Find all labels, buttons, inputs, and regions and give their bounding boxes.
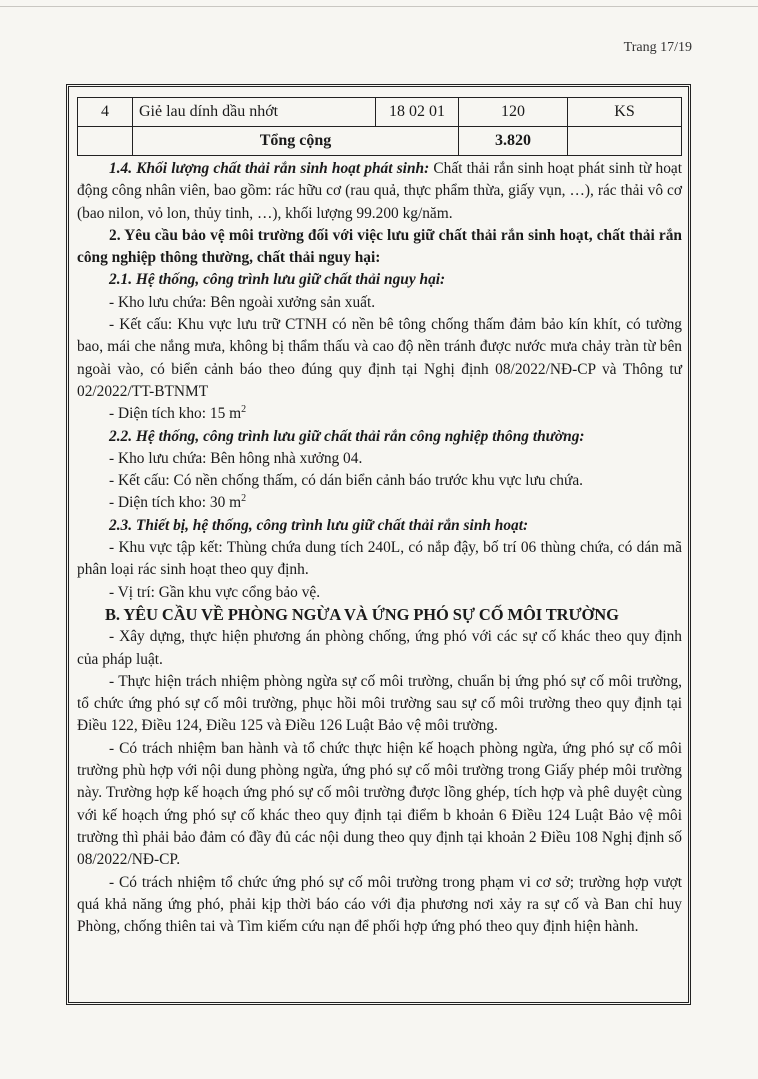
total-label: Tổng cộng — [133, 127, 459, 156]
table-total-row — [78, 127, 682, 156]
top-rule — [0, 6, 758, 7]
paragraph — [77, 158, 682, 225]
paragraph: - Có trách nhiệm ban hành và tổ chức thực hiện kế hoạch phòng ngừa, ứng phó sự cố môi trường phù hợp với nội dung phòng ngừa, ứng phó sự cố môi trường trong Giấy phép môi trường này. Trường hợp kế hoạch ứng phó sự cố môi trường được lồng ghép, tích hợp và phê duyệt cùng với kế hoạch ứng phó sự cố khác theo quy định tại điểm b khoản 6 Điều 124 Luật Bảo vệ môi trường thì phải bảo đảm có đầy đủ các nội dung theo quy định tại khoản 2 Điều 108 Nghị định số 08/2022/NĐ-CP. — [77, 739, 682, 869]
table-cell-code: 18 02 01 — [376, 98, 459, 127]
page-number: Trang 17/19 — [623, 40, 692, 55]
paragraph: - Kết cấu: Có nền chống thấm, có dán biển cảnh báo trước khu vực lưu chứa. — [109, 472, 584, 490]
paragraph: - Có trách nhiệm tổ chức ứng phó sự cố môi trường trong phạm vi cơ sở; trường hợp vượt quá khả năng ứng phó, phải kịp thời báo cáo với địa phương nơi xảy ra sự cố và Ban chỉ huy Phòng, chống thiên tai và Tìm kiếm cứu nạn để phối hợp ứng phó theo quy định hiện hành. — [77, 873, 682, 936]
table-cell-empty — [568, 127, 682, 156]
paragraph — [77, 492, 682, 514]
body-text — [77, 158, 682, 938]
paragraph — [77, 403, 682, 425]
paragraph: - Xây dựng, thực hiện phương án phòng chống, ứng phó với các sự cố khác theo quy định của pháp luật. — [77, 628, 682, 668]
paragraph: - Kho lưu chứa: Bên ngoài xưởng sản xuất. — [109, 293, 376, 311]
page-frame — [66, 84, 691, 1005]
waste-table — [77, 97, 682, 156]
superscript: 2 — [241, 493, 247, 505]
table-cell-stt: 4 — [78, 98, 133, 127]
section-b-heading: B. YÊU CẦU VỀ PHÒNG NGỪA VÀ ỨNG PHÓ SỰ CỐ MÔI TRƯỜNG — [105, 604, 619, 624]
paragraph-text: Chất thải rắn sinh hoạt phát sinh từ hoạt động công nhân viên, bao gồm: rác hữu cơ (rau quả, thực phẩm thừa, giấy vụn, …), rác thải vô cơ (bao nilon, vỏ lon, thủy tinh, …), khối lượng 99.200 kg/năm. — [77, 160, 682, 222]
table-cell-empty — [78, 127, 133, 156]
table-cell-name: Giẻ lau dính dầu nhớt — [133, 98, 376, 127]
page-content — [77, 97, 682, 938]
paragraph: - Thực hiện trách nhiệm phòng ngừa sự cố môi trường, chuẩn bị ứng phó sự cố môi trường, tổ chức ứng phó sự cố môi trường, phục hồi môi trường sau sự cố môi trường theo quy định tại Điều 122, Điều 124, Điều 125 và Điều 126 Luật Bảo vệ môi trường. — [77, 672, 682, 735]
paragraph: - Kết cấu: Khu vực lưu trữ CTNH có nền bê tông chống thấm đảm bảo kín khít, có tường bao, mái che nắng mưa, không bị thẩm thấu và cao độ nền tránh được nước mưa chảy tràn từ bên ngoài vào, có biển cảnh báo theo đúng quy định tại Nghị định 08/2022/NĐ-CP và Thông tư 02/2022/TT-BTNMT — [77, 316, 682, 400]
total-value: 3.820 — [459, 127, 568, 156]
section-lead: 1.4. Khối lượng chất thải rắn sinh hoạt phát sinh: — [109, 160, 430, 177]
subsection-heading: 2.3. Thiết bị, hệ thống, công trình lưu giữ chất thải rắn sinh hoạt: — [109, 516, 529, 534]
table-cell-status: KS — [568, 98, 682, 127]
paragraph-text: - Diện tích kho: 30 m — [109, 494, 242, 512]
table-cell-amount: 120 — [459, 98, 568, 127]
paragraph-text: - Diện tích kho: 15 m — [109, 405, 242, 423]
subsection-heading: 2.2. Hệ thống, công trình lưu giữ chất thải rắn công nghiệp thông thường: — [109, 427, 585, 445]
table-row — [78, 98, 682, 127]
paragraph: - Kho lưu chứa: Bên hông nhà xưởng 04. — [109, 449, 363, 467]
paragraph: - Khu vực tập kết: Thùng chứa dung tích 240L, có nắp đậy, bố trí 06 thùng chứa, có dán mã phân loại rác sinh hoạt theo quy định. — [77, 539, 682, 579]
section-heading: 2. Yêu cầu bảo vệ môi trường đối với việc lưu giữ chất thải rắn sinh hoạt, chất thải rắn công nghiệp thông thường, chất thải nguy hại: — [77, 226, 682, 267]
subsection-heading: 2.1. Hệ thống, công trình lưu giữ chất thải nguy hại: — [109, 271, 446, 289]
paragraph: - Vị trí: Gần khu vực cổng bảo vệ. — [109, 583, 321, 601]
superscript: 2 — [241, 404, 247, 416]
